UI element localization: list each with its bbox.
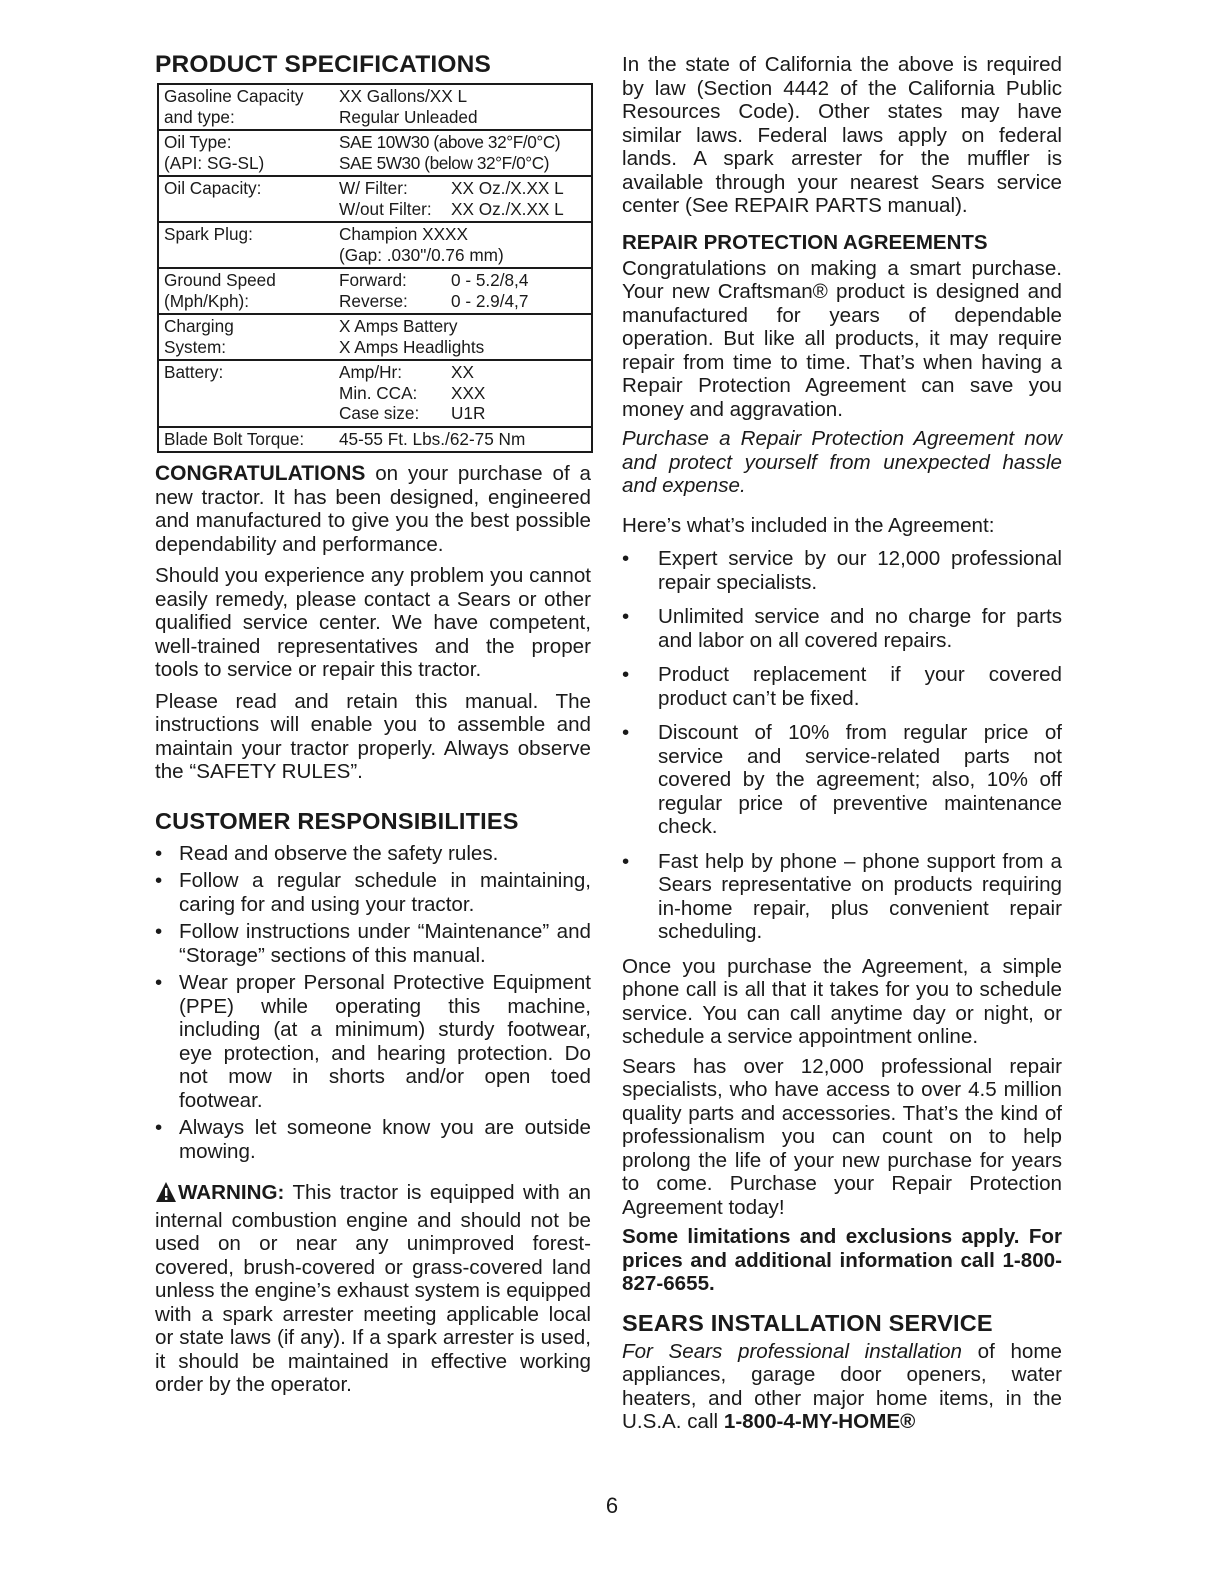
spec-subvalue: U1R [451, 403, 486, 423]
spec-value-grid [339, 362, 587, 424]
bullet-icon: • [155, 920, 163, 943]
spec-value: XX Gallons/XX L Regular Unleaded [339, 86, 478, 127]
spec-label: Charging System: [164, 316, 234, 357]
spec-label: Blade Bolt Torque: [164, 428, 305, 449]
spec-label: Oil Type: (API: SG-SL) [164, 132, 265, 173]
spec-value: Champion XXXX (Gap: .030"/0.76 mm) [339, 224, 504, 265]
installation-paragraph: For Sears professional installation of home appliances, garage door openers, water heaters, and other major home items, in the U.S.A. call 1-800-4-MY-HOME® [622, 1339, 1062, 1433]
spec-row [159, 131, 591, 177]
spec-sublabel: W/out Filter: [339, 198, 432, 219]
manual-paragraph: Please read and retain this manual. The instructions will enable you to assemble and maintain your tractor properly. Always observe the “SAFETY RULES”. [155, 689, 591, 783]
spec-subvalue: XXX [451, 382, 486, 403]
spec-sublabel: Case size: [339, 403, 420, 423]
right-column [622, 53, 1062, 1434]
spec-subvalue: XX Oz./X.XX L [451, 178, 564, 198]
limitations-paragraph: Some limitations and exclusions apply. For prices and additional information call 1-800-827-6655. [622, 1225, 1062, 1295]
spec-row [159, 85, 591, 131]
spec-value: SAE 10W30 (above 32°F/0°C) SAE 5W30 (below 32°F/0°C) [339, 132, 561, 173]
repair-protection-paragraph: Congratulations on making a smart purchase. Your new Craftsman® product is designed and manufactured for years of dependable operation. But like all products, it may require repair from time to time. That’s when having a Repair Protection Agreement can save you money and aggravation. [622, 256, 1062, 421]
sears-installation-heading: SEARS INSTALLATION SERVICE [622, 1309, 993, 1336]
spec-label: Oil Capacity: [164, 178, 262, 198]
spec-label: Gasoline Capacity and type: [164, 86, 304, 127]
warning-lead: WARNING: [178, 1181, 285, 1204]
spec-label: Spark Plug: [164, 224, 253, 244]
bullet-icon: • [155, 971, 163, 994]
spec-row [159, 361, 591, 428]
bullet-icon: • [622, 849, 630, 873]
warning-triangle-icon [155, 1181, 177, 1209]
spec-row [159, 223, 591, 269]
list-item: • Wear proper Personal Protective Equipment (PPE) while operating this machine, including (at a minimum) sturdy footwear, eye protection, and hearing protection. Do not mow in shorts and/or open toed footwear. [155, 971, 591, 1112]
customer-responsibilities-heading: CUSTOMER RESPONSIBILITIES [155, 807, 519, 834]
bullet-icon: • [622, 547, 630, 570]
list-item: • Follow instructions under “Maintenance” and “Storage” sections of this manual. [155, 920, 591, 967]
left-column [155, 50, 591, 1397]
congratulations-paragraph [155, 462, 591, 556]
bullet-icon: • [155, 869, 163, 892]
spec-sublabel: W/ Filter: [339, 178, 408, 198]
agreement-included-list [622, 547, 1062, 944]
page-number: 6 [605, 1493, 619, 1518]
spec-subvalue: XX Oz./X.XX L [451, 198, 564, 219]
list-item: • Discount of 10% from regular price of service and service-related parts not covered by the agreement; also, 10% off regular price of preventive maintenance check. [622, 721, 1062, 838]
spec-subvalue: 0 - 5.2/8,4 [451, 270, 529, 290]
warning-text: This tractor is equipped with an internal combustion engine and should not be used on or near any unimproved forest-covered, brush-covered or grass-covered land unless the engine’s exhaust system is equipped with a spark arrester meeting applicable local or state laws (if any). If a spark arrester is used, it should be maintained in effective working order by the operator. [155, 1181, 591, 1396]
sears-specialists-paragraph: Sears has over 12,000 professional repair specialists, who have access to over 4.5 million quality parts and accessories. That’s the kind of professionalism you can count on to help prolong the life of your new purchase for years to come. Purchase your Repair Protection Agreement today! [622, 1054, 1062, 1219]
list-item: • Read and observe the safety rules. [155, 841, 499, 865]
repair-protection-italic: Purchase a Repair Protection Agreement now and protect yourself from unexpected hassle and expense. [622, 427, 1062, 497]
list-item: • Expert service by our 12,000 professional repair specialists. [622, 547, 1062, 594]
bullet-icon: • [622, 605, 630, 628]
spec-value-grid [339, 178, 587, 219]
spec-label: Battery: [164, 362, 224, 382]
spec-row [159, 269, 591, 315]
spec-row [159, 428, 591, 452]
included-intro: Here’s what’s included in the Agreement: [622, 513, 995, 537]
spec-value: X Amps Battery X Amps Headlights [339, 316, 485, 357]
spec-value-grid [339, 270, 587, 311]
spec-sublabel: Reverse: [339, 290, 408, 311]
spec-subvalue: 0 - 2.9/4,7 [451, 290, 529, 311]
list-item: • Unlimited service and no charge for parts and labor on all covered repairs. [622, 605, 1062, 652]
spec-row [159, 315, 591, 361]
bullet-icon: • [155, 841, 163, 865]
congratulations-text: on your purchase of a new tractor. It has been designed, engineered and manufactured to give you the best possible dependability and performance. [155, 462, 591, 556]
schedule-paragraph: Once you purchase the Agreement, a simple phone call is all that it takes for you to schedule service. You can call anytime day or night, or schedule a service appointment online. [622, 954, 1062, 1048]
california-paragraph: In the state of California the above is required by law (Section 4442 of the California Public Resources Code). Other states may have similar laws. Federal laws apply on federal lands. A spark arrester for the muffler is available through your nearest Sears service center (See REPAIR PARTS manual). [622, 53, 1062, 217]
bullet-icon: • [622, 663, 630, 686]
list-item: • Fast help by phone – phone support from a Sears representative on products requiring in-home repair, plus convenient repair scheduling. [622, 849, 1062, 943]
repair-protection-heading: REPAIR PROTECTION AGREEMENTS [622, 230, 988, 254]
spec-row [159, 177, 591, 223]
list-item: • Always let someone know you are outside mowing. [155, 1116, 591, 1163]
service-paragraph: Should you experience any problem you cannot easily remedy, please contact a Sears or other qualified service center. We have competent, well-trained representatives and the proper tools to service or repair this tractor. [155, 564, 591, 681]
bullet-icon: • [622, 721, 630, 744]
congratulations-lead: CONGRATULATIONS [155, 462, 366, 485]
spec-label: Ground Speed (Mph/Kph): [164, 270, 276, 311]
warning-paragraph [155, 1181, 591, 1397]
spec-value: 45-55 Ft. Lbs./62-75 Nm [339, 428, 526, 449]
bullet-icon: • [155, 1116, 163, 1139]
list-item: • Product replacement if your covered product can’t be fixed. [622, 663, 1062, 710]
spec-sublabel: Min. CCA: [339, 382, 418, 403]
spec-table [157, 83, 593, 453]
spec-sublabel: Forward: [339, 270, 407, 290]
spec-subvalue: XX [451, 362, 474, 382]
spec-sublabel: Amp/Hr: [339, 362, 403, 382]
product-specifications-heading: PRODUCT SPECIFICATIONS [155, 51, 492, 78]
list-item: • Follow a regular schedule in maintaining, caring for and using your tractor. [155, 869, 591, 916]
installation-phone: 1-800-4-MY-HOME® [723, 1410, 916, 1433]
customer-responsibilities-list [155, 842, 591, 1164]
